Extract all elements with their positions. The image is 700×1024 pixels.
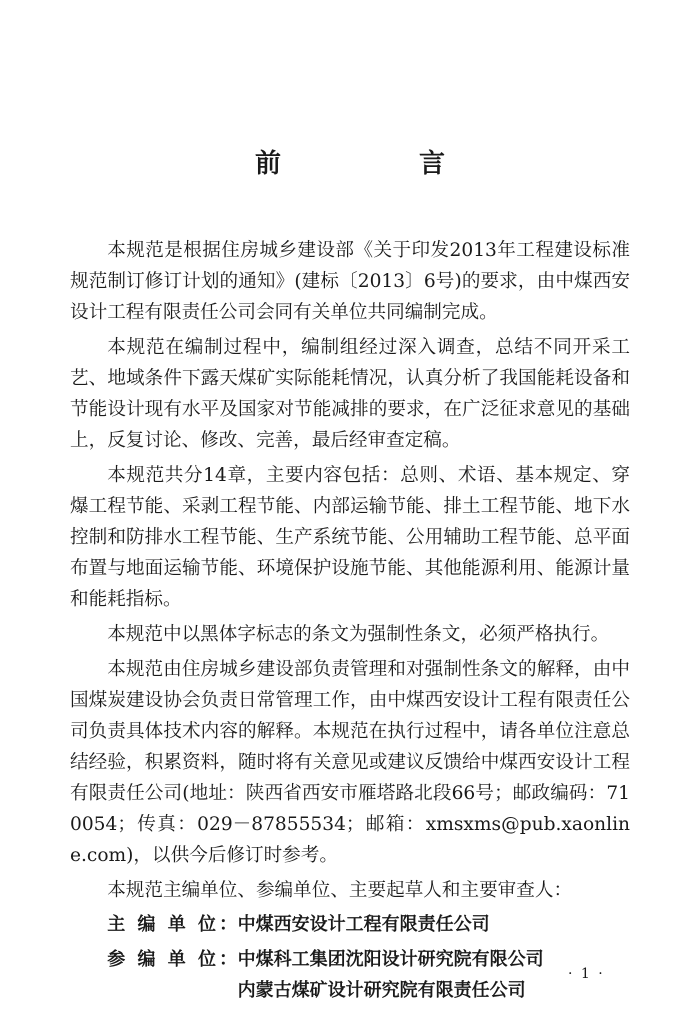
- participating-units-row: [70, 944, 630, 1006]
- paragraph-contents: 本规范共分14章，主要内容包括：总则、术语、基本规定、穿爆工程节能、采剥工程节能、内部运输节能、排土工程节能、地下水控制和防排水工程节能、生产系统节能、公用辅助工程节能、总平面布置与地面运输节能、环境保护设施节能、其他能源利用、能源计量和能耗指标。: [70, 465, 630, 610]
- page-title: 前 言: [254, 149, 501, 179]
- participating-units-label: 参 编 单 位: [107, 949, 219, 970]
- paragraph-process: 本规范在编制过程中，编制组经过深入调查，总结不同开采工艺、地域条件下露天煤矿实际能耗情况，认真分析了我国能耗设备和节能设计现有水平及国家对节能减排的要求，在广泛征求意见的基础上，反复讨论、修改、完善，最后经审查定稿。: [70, 337, 630, 451]
- chief-unit-colon: ：: [219, 914, 238, 935]
- chief-unit-name: 中煤西安设计工程有限责任公司: [237, 914, 490, 935]
- paragraph-basis: 本规范是根据住房城乡建设部《关于印发2013年工程建设标准规范制订修订计划的通知》(建标〔2013〕6号)的要求，由中煤西安设计工程有限责任公司会同有关单位共同编制完成。: [70, 240, 630, 323]
- participating-unit-name: 内蒙古煤矿设计研究院有限责任公司: [237, 980, 526, 1001]
- chief-unit-row: [70, 909, 630, 940]
- participating-unit-name: 中煤科工集团沈阳设计研究院有限公司: [237, 949, 544, 970]
- preface-body: [70, 235, 630, 1010]
- paragraph-units-intro: 本规范主编单位、参编单位、主要起草人和主要审查人：: [107, 880, 573, 901]
- page-number: · 1 ·: [568, 966, 605, 982]
- chief-unit-label: 主 编 单 位: [107, 914, 219, 935]
- paragraph-management: 本规范由住房城乡建设部负责管理和对强制性条文的解释，由中国煤炭建设协会负责日常管理工作，由中煤西安设计工程有限责任公司负责具体技术内容的解释。本规范在执行过程中，请各单位注意总结经验，积累资料，随时将有关意见或建议反馈给中煤西安设计工程有限责任公司(地址：陕西省西安市雁塔路北段66号；邮政编码：710054；传真：029－87855534；邮箱：xmsxms@pub.xaonline.com)，以供今后修订时参考。: [70, 659, 630, 866]
- paragraph-mandatory: 本规范中以黑体字标志的条文为强制性条文，必须严格执行。: [107, 624, 610, 645]
- participating-units-colon: ：: [219, 949, 238, 970]
